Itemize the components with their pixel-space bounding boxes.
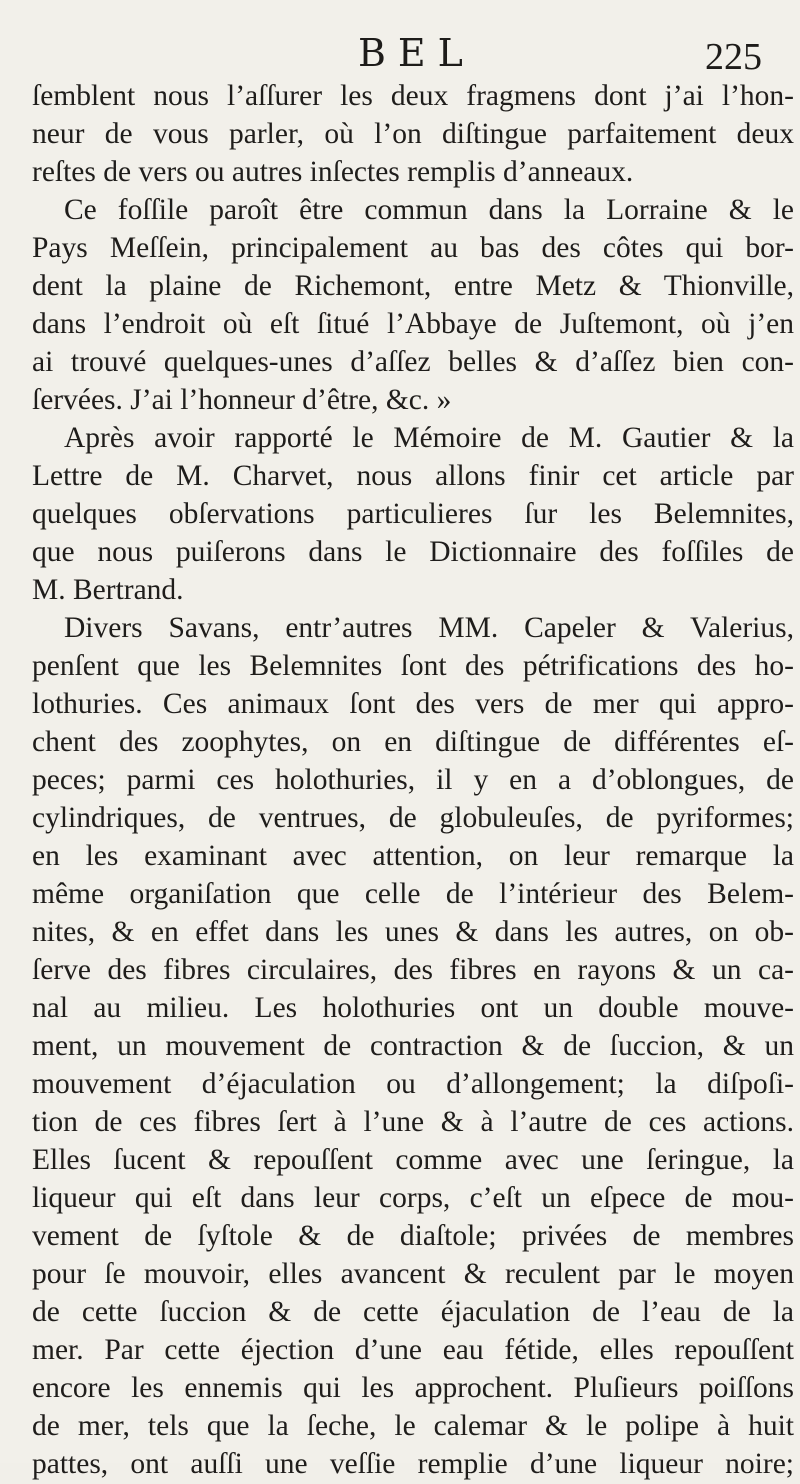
page-number: 225 [705,36,762,78]
text-line: pattes, ont auſſi une veſſie remplie d’une liqueur noire; [32,1448,794,1480]
running-head [0,28,800,78]
text-line: encore les ennemis qui les approchent. Pluſieurs poiſſons [32,1372,794,1404]
text-line: quelques obſervations particulieres ſur les Belemnites, [32,498,794,530]
text-line: Ce foſſile paroît être commun dans la Lorraine & le [64,194,794,226]
text-line: ſerve des fibres circulaires, des fibres en rayons & un ca- [32,954,794,986]
text-line: Pays Meſſein, principalement au bas des côtes qui bor- [32,232,794,264]
text-line: même organiſation que celle de l’intérieur des Belem- [32,878,794,910]
text-line: pour ſe mouvoir, elles avancent & reculent par le moyen [32,1258,794,1290]
running-head-title: BEL [358,31,475,75]
text-line: lothuries. Ces animaux ſont des vers de mer qui appro- [32,688,794,720]
text-line: de mer, tels que la ſeche, le calemar & le polipe à huit [32,1410,794,1442]
text-line: neur de vous parler, où l’on diſtingue parfaitement deux [32,118,794,150]
text-line: nites, & en effet dans les unes & dans les autres, on ob- [32,916,794,948]
text-line: Divers Savans, entr’autres MM. Capeler & Valerius, [64,612,794,644]
text-line: vement de ſyſtole & de diaſtole; privées de membres [32,1220,794,1252]
text-line: mer. Par cette éjection d’une eau fétide, elles repouſſent [32,1334,794,1366]
text-line: M. Bertrand. [32,574,184,606]
text-line: que nous puiſerons dans le Dictionnaire des foſſiles de [32,536,794,568]
text-line: mouvement d’éjaculation ou d’allongement; la diſpoſi- [32,1068,794,1100]
text-line: Après avoir rapporté le Mémoire de M. Gautier & la [64,422,794,454]
text-line: chent des zoophytes, on en diſtingue de différentes eſ- [32,726,794,758]
text-line: nal au milieu. Les holothuries ont un double mouve- [32,992,794,1024]
text-line: ſervées. J’ai l’honneur d’être, &c. » [32,384,452,416]
text-line: dans l’endroit où eſt ſitué l’Abbaye de Juſtemont, où j’en [32,308,794,340]
text-line: de cette ſuccion & de cette éjaculation de l’eau de la [32,1296,794,1328]
text-line: cylindriques, de ventrues, de globuleuſes, de pyriformes; [32,802,794,834]
text-line: peces; parmi ces holothuries, il y en a d’oblongues, de [32,764,794,796]
text-line: tion de ces fibres ſert à l’une & à l’autre de ces actions. [32,1106,794,1138]
text-line: liqueur qui eſt dans leur corps, c’eſt un eſpece de mou- [32,1182,794,1214]
text-line: ſemblent nous l’aſſurer les deux fragmens dont j’ai l’hon- [32,80,794,112]
text-line: reſtes de vers ou autres inſectes remplis d’anneaux. [32,156,634,188]
text-line: Elles ſucent & repouſſent comme avec une ſeringue, la [32,1144,794,1176]
text-line: penſent que les Belemnites ſont des pétrifications des ho- [32,650,794,682]
text-line: en les examinant avec attention, on leur remarque la [32,840,794,872]
text-line: ment, un mouvement de contraction & de ſuccion, & un [32,1030,794,1062]
text-line: Lettre de M. Charvet, nous allons finir cet article par [32,460,794,492]
text-line: ai trouvé quelques-unes d’aſſez belles & d’aſſez bien con- [32,346,794,378]
text-line: dent la plaine de Richemont, entre Metz & Thionville, [32,270,794,302]
